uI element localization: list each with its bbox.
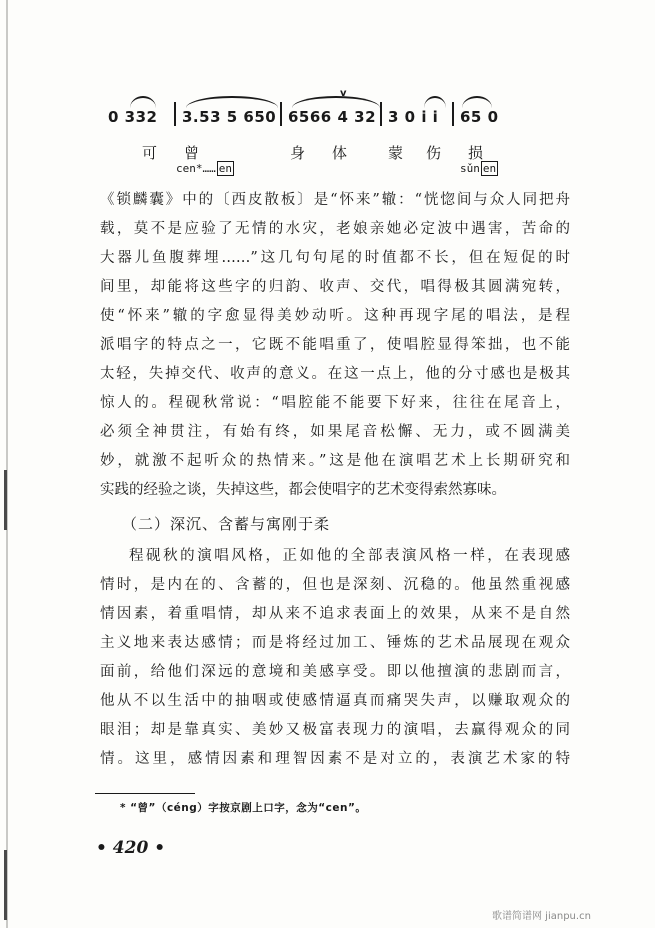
text-line: 情因素，着重唱情，却从来不追求表面上的效果，从来不是自然 (100, 606, 570, 622)
text-line: 派唱字的特点之一，它既不能唱重了，使唱腔显得笨拙，也不能 (100, 337, 570, 353)
text-line: 面前，给他们深远的意境和美感享受。即以他擅演的悲剧而言， (100, 664, 570, 680)
scan-mark (4, 850, 7, 920)
lyric-syllable: 曾 (184, 144, 202, 162)
text-line: 程砚秋的演唱风格，正如他的全部表演风格一样，在表现感 (129, 548, 570, 564)
barline (280, 102, 282, 126)
text-line: 他从不以生活中的抽咽或使感情逼真而痛哭失声，以赚取观众的 (100, 693, 570, 709)
measure-3: 6566 4 32 (288, 108, 377, 126)
text-line: 大器儿鱼腹葬埋……”这几句句尾的时值都不长，但在短促的时 (100, 250, 570, 266)
section-heading: （二）深沉、含蓄与寓刚于柔 (122, 515, 331, 533)
measure-1: 0 332 (108, 108, 158, 126)
text-line: 载，莫不是应验了无情的水灾，老娘亲她必定波中遇害，苦命的 (100, 221, 570, 237)
text-line: 《锁麟囊》中的〔西皮散板〕是“怀来”辙：“恍惚间与众人同把舟 (100, 192, 570, 208)
lyric-syllable: 可 (142, 144, 160, 162)
scan-mark (4, 470, 7, 530)
text-line: 情。这里，感情因素和理智因素不是对立的，表演艺术家的特 (100, 751, 570, 767)
text-line: 眼泪；却是靠真实、美妙又极富表现力的演唱，去赢得观众的同 (100, 722, 570, 738)
text-line: 主义地来表达感情；而是将经过加工、锤炼的艺术品展现在观众 (100, 635, 570, 651)
pinyin-text: cen*…… (176, 162, 216, 175)
watermark: 歌谱简谱网 jianpu.cn (492, 911, 591, 922)
lyric-syllable: 体 (332, 144, 350, 162)
page-number: • 420 • (96, 838, 166, 858)
barline (174, 102, 176, 126)
paragraph-2 (100, 542, 570, 774)
barline (452, 102, 454, 126)
text-line: 使“怀来”辙的字愈显得美妙动听。这种再现字尾的唱法，是程 (100, 308, 570, 324)
footnote-rule (95, 793, 195, 794)
pinyin-boxed: en (482, 162, 497, 175)
text-line: 情时，是内在的、含蓄的，但也是深刻、沉稳的。他虽然重视感 (100, 577, 570, 593)
barline (380, 102, 382, 126)
pinyin-boxed: en (218, 162, 232, 175)
slur-mark (186, 96, 278, 108)
text-line: 惊人的。程砚秋常说：“唱腔能不能要下好来，往往在尾音上， (100, 395, 570, 411)
slur-mark (424, 96, 446, 108)
lyric-syllable: 身 (290, 144, 308, 162)
pinyin-text: sǔn (460, 162, 480, 175)
text-line: 实践的经验之谈，失掉这些，都会使唱字的艺术变得索然寡味。 (100, 482, 506, 498)
lyric-syllable: 伤 (426, 144, 444, 162)
text-line: 间里，却能将这些字的归韵、收声、交代，唱得极其圆满宛转， (100, 279, 570, 295)
footnote: * “曾”（céng）字按京剧上口字，念为“cen”。 (120, 802, 367, 814)
text-line: 太轻，失掉交代、收声的意义。在这一点上，他的分寸感也是极其 (100, 366, 570, 382)
paragraph-1 (100, 186, 570, 505)
music-notation (96, 88, 566, 134)
text-line: 必须全神贯注，有始有终，如果尾音松懈、无力，或不圆满美 (100, 424, 570, 440)
slur-mark (292, 96, 380, 108)
slur-mark (462, 96, 492, 108)
accent-mark: v (340, 88, 347, 99)
lyrics-row (96, 142, 566, 182)
lyric-syllable: 蒙 (388, 144, 406, 162)
measure-4: 3 0 i i (388, 108, 439, 126)
measure-5: 65 0 (460, 108, 499, 126)
pinyin-annotation (460, 162, 498, 175)
lyric-syllable: 损 (468, 144, 486, 162)
text-line: 妙，就激不起听众的热情来。”这是他在演唱艺术上长期研究和 (100, 453, 570, 469)
scan-border (6, 0, 8, 928)
slur-mark (130, 96, 156, 108)
pinyin-annotation (176, 162, 234, 175)
measure-2: 3.53 5 650 (182, 108, 277, 126)
